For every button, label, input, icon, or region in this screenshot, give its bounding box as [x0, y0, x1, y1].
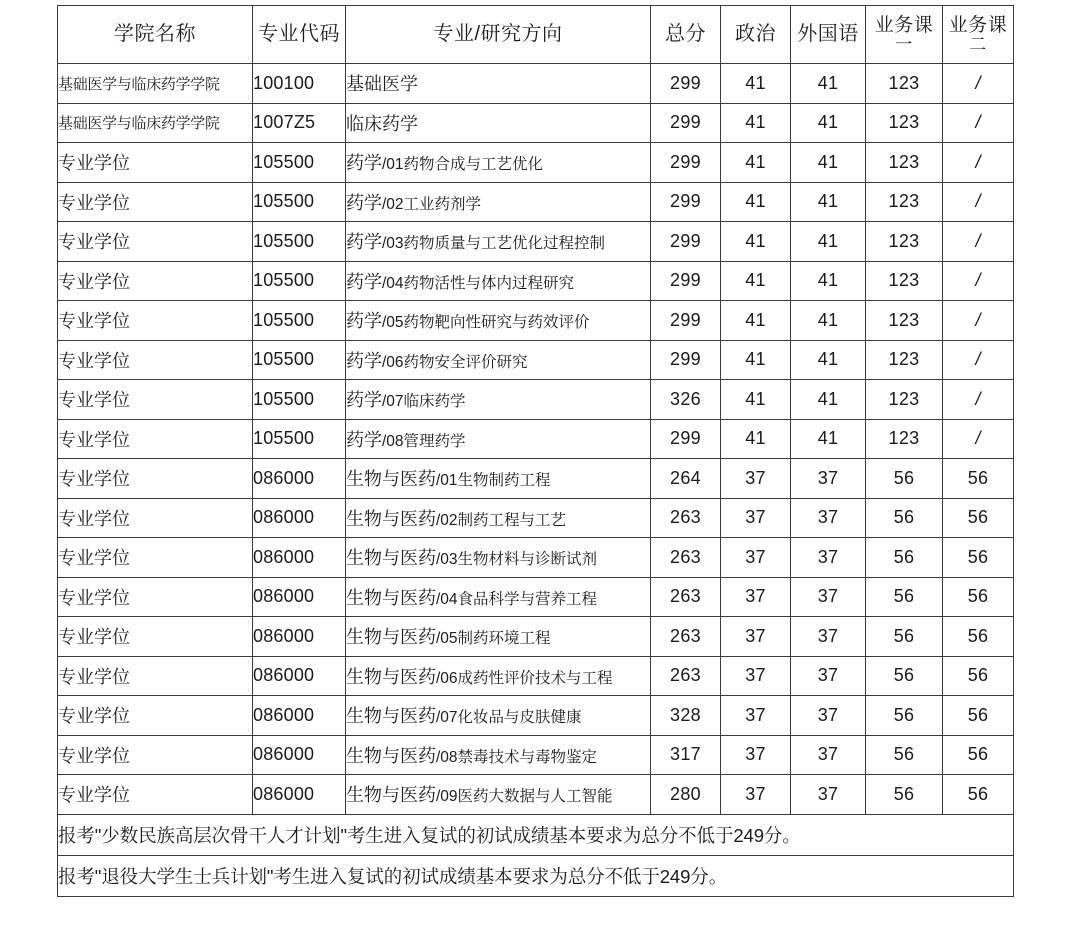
cell-college: 专业学位: [58, 419, 253, 459]
cell-professional-course-2-score: 56: [943, 538, 1014, 578]
table-body: [58, 64, 1014, 897]
cell-college: 专业学位: [58, 656, 253, 696]
cell-major-code: 086000: [253, 735, 346, 775]
cell-major-code: 086000: [253, 617, 346, 657]
cell-professional-course-1-score: 123: [866, 222, 943, 262]
research-direction: /02制药工程与工艺: [436, 511, 567, 529]
cell-college: 专业学位: [58, 301, 253, 341]
cell-major-direction: [346, 222, 651, 262]
cell-professional-course-1-score: 123: [866, 380, 943, 420]
cell-professional-course-2-score: 56: [943, 735, 1014, 775]
table-row: [58, 261, 1014, 301]
research-direction: /06药物安全评价研究: [382, 353, 528, 371]
major-name: 药学: [346, 192, 382, 213]
cell-major-direction: [346, 656, 651, 696]
cell-foreign-language-score: 41: [791, 380, 866, 420]
cell-professional-course-2-score: 56: [943, 459, 1014, 499]
cell-total-score: 263: [651, 538, 721, 578]
table-row: [58, 459, 1014, 499]
research-direction: /06成药性评价技术与工程: [436, 669, 613, 687]
cell-politics-score: 37: [721, 577, 791, 617]
cell-professional-course-2-score: /: [943, 380, 1014, 420]
research-direction: /01生物制药工程: [436, 472, 551, 490]
cell-major-direction: [346, 735, 651, 775]
cell-politics-score: 37: [721, 735, 791, 775]
cell-major-code: 105500: [253, 143, 346, 183]
cell-major-code: 105500: [253, 380, 346, 420]
cell-major-direction: [346, 696, 651, 736]
table-row: [58, 103, 1014, 143]
cell-total-score: 263: [651, 498, 721, 538]
cell-major-code: 105500: [253, 261, 346, 301]
cell-politics-score: 41: [721, 261, 791, 301]
cell-politics-score: 37: [721, 538, 791, 578]
table-row: [58, 340, 1014, 380]
cell-total-score: 264: [651, 459, 721, 499]
cell-major-direction: [346, 459, 651, 499]
cell-professional-course-2-score: /: [943, 419, 1014, 459]
cell-professional-course-1-score: 56: [866, 577, 943, 617]
column-header-college: 学院名称: [58, 6, 253, 64]
column-header-professional-course-2: [943, 6, 1014, 64]
research-direction: /08管理药学: [382, 432, 466, 450]
major-name: 生物与医药: [346, 666, 436, 687]
cell-major-direction: [346, 143, 651, 183]
cell-major-code: 105500: [253, 222, 346, 262]
cell-foreign-language-score: 37: [791, 735, 866, 775]
cell-total-score: 299: [651, 301, 721, 341]
major-name: 药学: [346, 350, 382, 371]
admission-score-table: [57, 5, 1014, 897]
cell-professional-course-1-score: 56: [866, 775, 943, 815]
cell-foreign-language-score: 37: [791, 538, 866, 578]
cell-college: 专业学位: [58, 696, 253, 736]
header-row: [58, 6, 1014, 64]
cell-major-code: 086000: [253, 656, 346, 696]
cell-professional-course-2-score: /: [943, 261, 1014, 301]
cell-politics-score: 37: [721, 498, 791, 538]
professional-course-2-ordinal: 二: [969, 34, 987, 54]
cell-major-direction: [346, 577, 651, 617]
cell-college: 专业学位: [58, 459, 253, 499]
cell-college: 专业学位: [58, 222, 253, 262]
cell-college: 专业学位: [58, 261, 253, 301]
footnote-text: 报考"少数民族高层次骨干人才计划"考生进入复试的初试成绩基本要求为总分不低于249分。: [58, 814, 1014, 855]
cell-total-score: 263: [651, 617, 721, 657]
cell-total-score: 317: [651, 735, 721, 775]
cell-college: 专业学位: [58, 380, 253, 420]
major-name: 生物与医药: [346, 469, 436, 490]
cell-professional-course-2-score: 56: [943, 656, 1014, 696]
cell-total-score: 299: [651, 261, 721, 301]
cell-politics-score: 37: [721, 656, 791, 696]
cell-foreign-language-score: 37: [791, 696, 866, 736]
cell-total-score: 299: [651, 222, 721, 262]
cell-college: 专业学位: [58, 182, 253, 222]
cell-politics-score: 41: [721, 103, 791, 143]
cell-major-direction: [346, 775, 651, 815]
cell-foreign-language-score: 37: [791, 459, 866, 499]
cell-foreign-language-score: 37: [791, 498, 866, 538]
major-name: 生物与医药: [346, 706, 436, 727]
cell-major-code: 086000: [253, 538, 346, 578]
cell-college: 基础医学与临床药学学院: [58, 64, 253, 104]
cell-major-code: 105500: [253, 182, 346, 222]
cell-professional-course-1-score: 123: [866, 419, 943, 459]
cell-foreign-language-score: 37: [791, 775, 866, 815]
cell-major-code: 105500: [253, 340, 346, 380]
cell-professional-course-2-score: /: [943, 143, 1014, 183]
table-note-row: [58, 814, 1014, 855]
cell-politics-score: 41: [721, 143, 791, 183]
research-direction: /03生物材料与诊断试剂: [436, 551, 598, 569]
cell-professional-course-2-score: /: [943, 103, 1014, 143]
cell-major-code: 105500: [253, 301, 346, 341]
table-row: [58, 498, 1014, 538]
cell-foreign-language-score: 41: [791, 64, 866, 104]
major-name: 药学: [346, 153, 382, 174]
major-name: 药学: [346, 232, 382, 253]
cell-major-direction: [346, 340, 651, 380]
cell-major-direction: [346, 301, 651, 341]
research-direction: /08禁毒技术与毒物鉴定: [436, 748, 598, 766]
cell-major-direction: [346, 498, 651, 538]
cell-professional-course-1-score: 123: [866, 103, 943, 143]
cell-professional-course-1-score: 56: [866, 696, 943, 736]
cell-major-direction: [346, 419, 651, 459]
cell-college: 专业学位: [58, 340, 253, 380]
professional-course-1-ordinal: 一: [895, 34, 913, 54]
cell-college: 专业学位: [58, 577, 253, 617]
cell-foreign-language-score: 37: [791, 577, 866, 617]
professional-course-1-label: 业务课: [874, 14, 934, 36]
cell-college: 专业学位: [58, 498, 253, 538]
table-header: [58, 6, 1014, 64]
cell-professional-course-1-score: 123: [866, 64, 943, 104]
cell-total-score: 280: [651, 775, 721, 815]
cell-major-code: 100100: [253, 64, 346, 104]
cell-politics-score: 41: [721, 301, 791, 341]
cell-professional-course-1-score: 56: [866, 538, 943, 578]
professional-course-2-label: 业务课: [948, 14, 1008, 36]
cell-total-score: 299: [651, 103, 721, 143]
cell-major-direction: [346, 617, 651, 657]
major-name: 生物与医药: [346, 745, 436, 766]
cell-professional-course-1-score: 123: [866, 261, 943, 301]
cell-total-score: 299: [651, 143, 721, 183]
major-name: 药学: [346, 311, 382, 332]
research-direction: /07化妆品与皮肤健康: [436, 709, 582, 727]
major-name: 药学: [346, 271, 382, 292]
cell-politics-score: 41: [721, 380, 791, 420]
cell-professional-course-2-score: /: [943, 301, 1014, 341]
research-direction: /07临床药学: [382, 393, 466, 411]
cell-professional-course-1-score: 56: [866, 656, 943, 696]
major-name: 生物与医药: [346, 548, 436, 569]
cell-foreign-language-score: 37: [791, 656, 866, 696]
table-row: [58, 182, 1014, 222]
cell-total-score: 299: [651, 182, 721, 222]
cell-politics-score: 37: [721, 775, 791, 815]
table-row: [58, 538, 1014, 578]
cell-politics-score: 37: [721, 459, 791, 499]
table-row: [58, 419, 1014, 459]
cell-professional-course-2-score: 56: [943, 617, 1014, 657]
cell-professional-course-2-score: 56: [943, 696, 1014, 736]
column-header-professional-course-1: [866, 6, 943, 64]
cell-politics-score: 41: [721, 182, 791, 222]
cell-politics-score: 41: [721, 340, 791, 380]
cell-foreign-language-score: 41: [791, 182, 866, 222]
table-row: [58, 617, 1014, 657]
column-header-major-code: 专业代码: [253, 6, 346, 64]
cell-college: 基础医学与临床药学学院: [58, 103, 253, 143]
cell-total-score: 299: [651, 340, 721, 380]
cell-politics-score: 41: [721, 419, 791, 459]
table-row: [58, 301, 1014, 341]
major-name: 临床药学: [346, 113, 418, 134]
cell-total-score: 263: [651, 577, 721, 617]
cell-professional-course-1-score: 56: [866, 459, 943, 499]
cell-college: 专业学位: [58, 775, 253, 815]
cell-foreign-language-score: 41: [791, 143, 866, 183]
cell-foreign-language-score: 41: [791, 103, 866, 143]
cell-professional-course-1-score: 123: [866, 182, 943, 222]
major-name: 药学: [346, 429, 382, 450]
table-row: [58, 775, 1014, 815]
cell-professional-course-2-score: 56: [943, 775, 1014, 815]
table-row: [58, 64, 1014, 104]
column-header-foreign-language: 外国语: [791, 6, 866, 64]
table-row: [58, 577, 1014, 617]
cell-foreign-language-score: 41: [791, 261, 866, 301]
cell-professional-course-1-score: 56: [866, 617, 943, 657]
cell-total-score: 328: [651, 696, 721, 736]
major-name: 生物与医药: [346, 785, 436, 806]
cell-major-code: 086000: [253, 459, 346, 499]
cell-foreign-language-score: 41: [791, 340, 866, 380]
cell-major-code: 105500: [253, 419, 346, 459]
cell-major-direction: [346, 380, 651, 420]
cell-college: 专业学位: [58, 143, 253, 183]
cell-professional-course-2-score: /: [943, 340, 1014, 380]
cell-major-direction: [346, 538, 651, 578]
cell-professional-course-1-score: 123: [866, 301, 943, 341]
research-direction: /05药物靶向性研究与药效评价: [382, 314, 590, 332]
cell-major-code: 086000: [253, 498, 346, 538]
research-direction: /01药物合成与工艺优化: [382, 156, 544, 174]
research-direction: /04药物活性与体内过程研究: [382, 274, 575, 292]
cell-politics-score: 37: [721, 617, 791, 657]
cell-total-score: 299: [651, 419, 721, 459]
cell-foreign-language-score: 41: [791, 419, 866, 459]
table-row: [58, 222, 1014, 262]
column-header-total-score: 总分: [651, 6, 721, 64]
cell-major-code: 086000: [253, 775, 346, 815]
cell-politics-score: 37: [721, 696, 791, 736]
major-name: 药学: [346, 390, 382, 411]
cell-major-direction: [346, 261, 651, 301]
major-name: 基础医学: [346, 74, 418, 95]
cell-major-code: 086000: [253, 577, 346, 617]
column-header-major-direction: 专业/研究方向: [346, 6, 651, 64]
table-row: [58, 656, 1014, 696]
cell-professional-course-1-score: 123: [866, 340, 943, 380]
cell-major-direction: [346, 64, 651, 104]
column-header-politics: 政治: [721, 6, 791, 64]
cell-college: 专业学位: [58, 538, 253, 578]
major-name: 生物与医药: [346, 587, 436, 608]
cell-major-code: 1007Z5: [253, 103, 346, 143]
cell-politics-score: 41: [721, 64, 791, 104]
cell-major-code: 086000: [253, 696, 346, 736]
cell-total-score: 263: [651, 656, 721, 696]
cell-professional-course-1-score: 123: [866, 143, 943, 183]
cell-professional-course-1-score: 56: [866, 735, 943, 775]
major-name: 生物与医药: [346, 627, 436, 648]
cell-total-score: 326: [651, 380, 721, 420]
table-row: [58, 380, 1014, 420]
research-direction: /02工业药剂学: [382, 195, 482, 213]
footnote-text: 报考"退役大学生士兵计划"考生进入复试的初试成绩基本要求为总分不低于249分。: [58, 855, 1014, 896]
cell-professional-course-2-score: 56: [943, 577, 1014, 617]
cell-professional-course-2-score: /: [943, 64, 1014, 104]
research-direction: /04食品科学与营养工程: [436, 590, 598, 608]
cell-total-score: 299: [651, 64, 721, 104]
research-direction: /09医药大数据与人工智能: [436, 788, 613, 806]
cell-foreign-language-score: 41: [791, 222, 866, 262]
cell-politics-score: 41: [721, 222, 791, 262]
table-note-row: [58, 855, 1014, 896]
table-row: [58, 735, 1014, 775]
table-row: [58, 143, 1014, 183]
cell-foreign-language-score: 37: [791, 617, 866, 657]
cell-professional-course-2-score: 56: [943, 498, 1014, 538]
score-table-container: [57, 5, 1013, 897]
cell-major-direction: [346, 182, 651, 222]
research-direction: /05制药环境工程: [436, 630, 551, 648]
cell-professional-course-2-score: /: [943, 182, 1014, 222]
major-name: 生物与医药: [346, 508, 436, 529]
research-direction: /03药物质量与工艺优化过程控制: [382, 235, 606, 253]
cell-professional-course-2-score: /: [943, 222, 1014, 262]
cell-professional-course-1-score: 56: [866, 498, 943, 538]
cell-foreign-language-score: 41: [791, 301, 866, 341]
table-row: [58, 696, 1014, 736]
cell-major-direction: [346, 103, 651, 143]
cell-college: 专业学位: [58, 617, 253, 657]
cell-college: 专业学位: [58, 735, 253, 775]
